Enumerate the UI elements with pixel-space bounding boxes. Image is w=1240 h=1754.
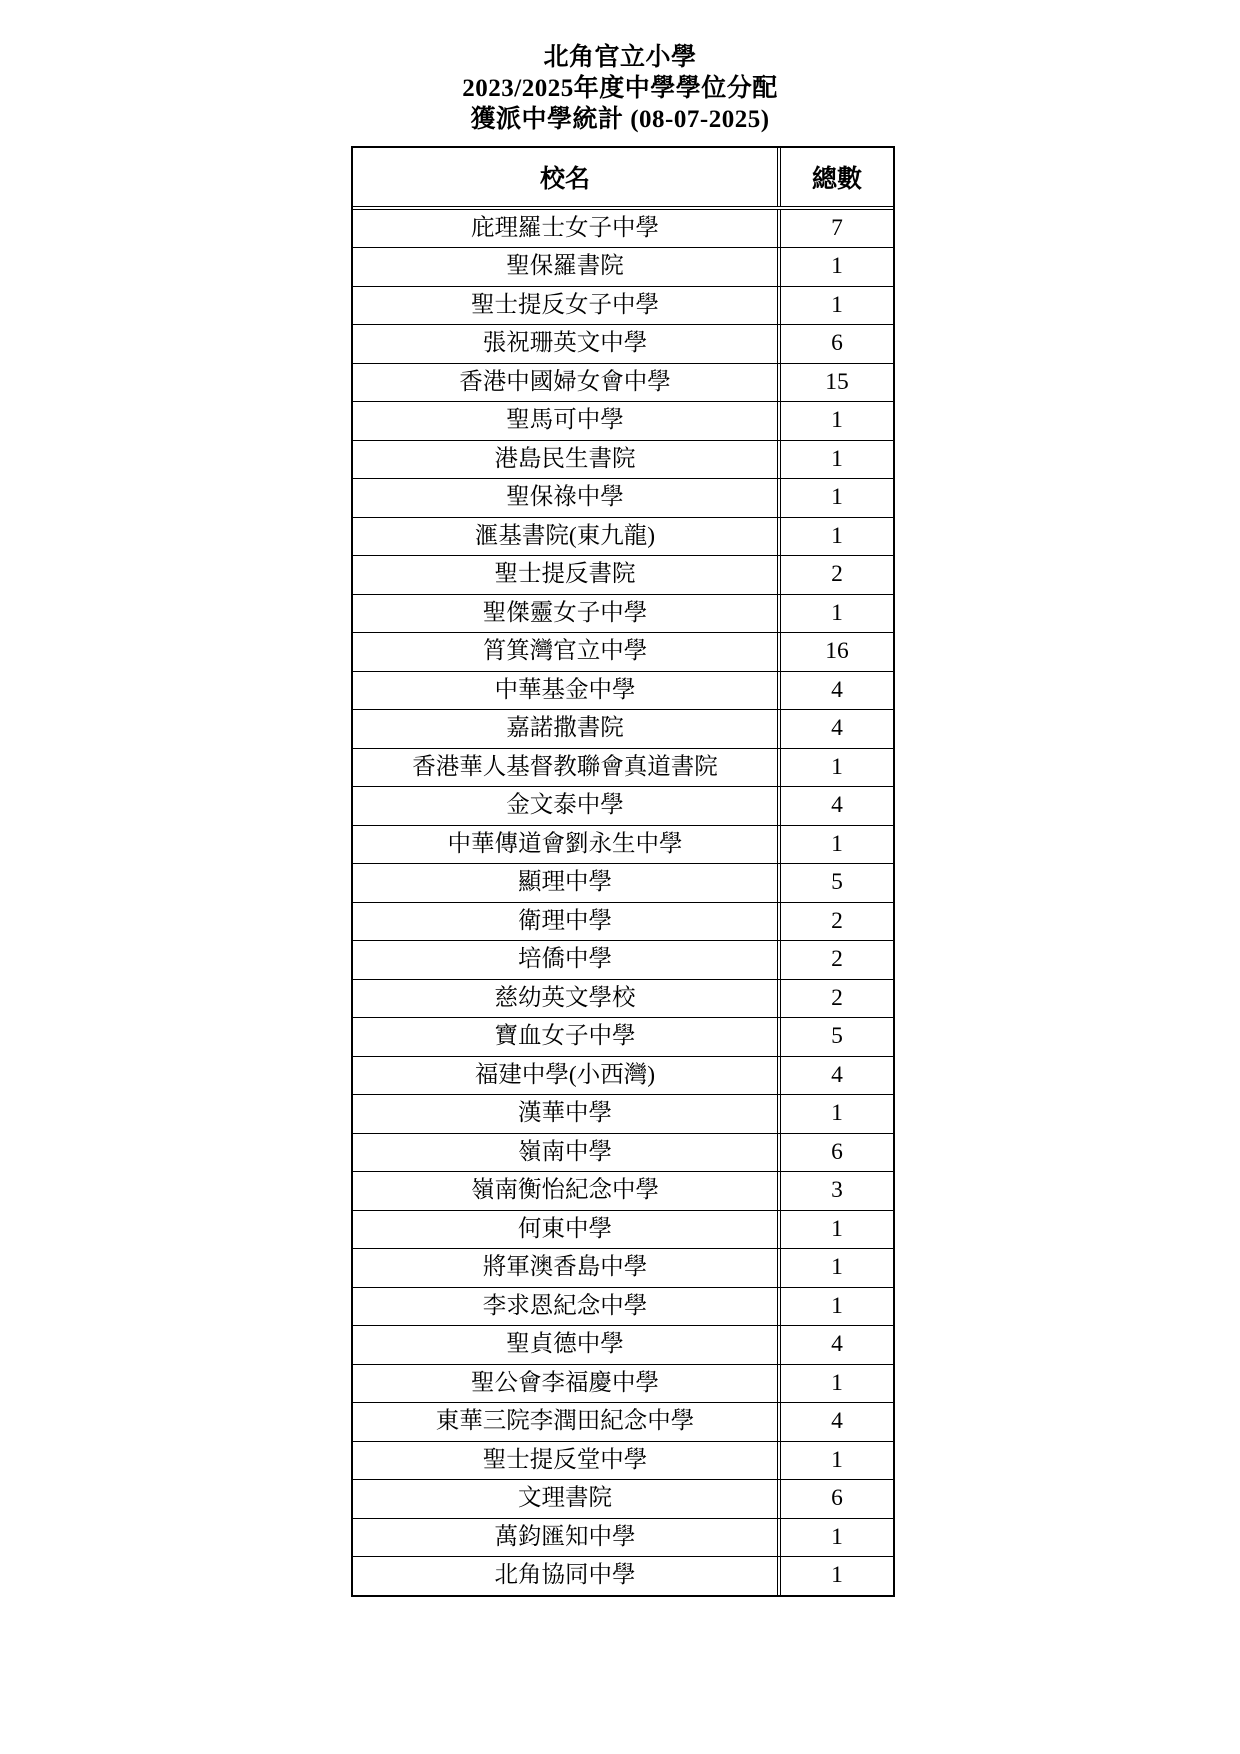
school-name-cell: 聖保羅書院	[353, 248, 781, 286]
school-name-cell: 福建中學(小西灣)	[353, 1057, 781, 1095]
school-name-cell: 聖貞德中學	[353, 1326, 781, 1364]
school-name-cell: 漢華中學	[353, 1095, 781, 1133]
total-count-cell: 4	[831, 715, 843, 741]
table-row	[353, 1518, 893, 1557]
total-count-cell: 1	[831, 1446, 843, 1473]
total-count-cell: 1	[831, 407, 843, 433]
school-name-cell: 慈幼英文學校	[353, 980, 781, 1018]
document-header	[0, 42, 1240, 135]
school-name-cell: 培僑中學	[353, 941, 781, 979]
total-count-cell: 15	[825, 368, 849, 395]
table-row	[353, 1364, 893, 1403]
total-count-cell: 1	[831, 1292, 843, 1319]
school-name-cell: 衛理中學	[353, 903, 781, 941]
document-subtitle: 2023/2025年度中學學位分配	[462, 75, 778, 102]
school-name-cell: 香港華人基督教聯會真道書院	[353, 749, 781, 787]
school-name-cell: 聖公會李福慶中學	[353, 1365, 781, 1403]
school-name-cell: 中華基金中學	[353, 672, 781, 710]
school-name-cell: 李求恩紀念中學	[353, 1288, 781, 1326]
table-row	[353, 1248, 893, 1287]
column-header-school-name: 校名	[353, 148, 781, 206]
table-row	[353, 1441, 893, 1480]
table-row	[353, 671, 893, 710]
table-row	[353, 324, 893, 363]
total-count-cell: 1	[831, 1369, 843, 1396]
table-row	[353, 247, 893, 286]
school-name-cell: 聖傑靈女子中學	[353, 595, 781, 633]
allocation-table	[351, 146, 895, 1597]
table-body	[353, 210, 893, 1595]
school-name-cell: 聖保祿中學	[353, 479, 781, 517]
table-row	[353, 1210, 893, 1249]
total-count-cell: 1	[831, 1523, 843, 1550]
total-count-cell: 1	[831, 445, 843, 472]
total-count-cell: 6	[831, 1138, 843, 1165]
table-row	[353, 825, 893, 864]
table-row	[353, 1171, 893, 1210]
total-count-cell: 1	[831, 1254, 843, 1280]
total-count-cell: 4	[831, 1408, 843, 1434]
school-name-cell: 張祝珊英文中學	[353, 325, 781, 363]
school-name-cell: 聖士提反書院	[353, 556, 781, 594]
school-name-cell: 香港中國婦女會中學	[353, 364, 781, 402]
total-count-cell: 1	[831, 484, 843, 510]
table-row	[353, 440, 893, 479]
table-row	[353, 709, 893, 748]
table-row	[353, 1094, 893, 1133]
school-name-cell: 顯理中學	[353, 864, 781, 902]
school-name-cell: 庇理羅士女子中學	[353, 210, 781, 247]
total-count-cell: 1	[831, 830, 843, 857]
table-row	[353, 401, 893, 440]
table-row	[353, 478, 893, 517]
total-count-cell: 1	[831, 753, 843, 780]
table-row	[353, 940, 893, 979]
school-name-cell: 嘉諾撒書院	[353, 710, 781, 748]
table-row	[353, 1556, 893, 1595]
column-header-total: 總數	[811, 166, 862, 193]
table-row	[353, 1287, 893, 1326]
table-row	[353, 863, 893, 902]
total-count-cell: 7	[831, 214, 843, 241]
total-count-cell: 4	[831, 676, 843, 703]
total-count-cell: 4	[831, 1061, 843, 1088]
table-row	[353, 517, 893, 556]
table-row	[353, 748, 893, 787]
school-name-cell: 萬鈞匯知中學	[353, 1519, 781, 1557]
table-row	[353, 1017, 893, 1056]
table-row	[353, 1402, 893, 1441]
school-name-cell: 滙基書院(東九龍)	[353, 518, 781, 556]
total-count-cell: 5	[831, 1023, 843, 1049]
school-name-cell: 聖馬可中學	[353, 402, 781, 440]
total-count-cell: 2	[831, 984, 843, 1011]
table-row	[353, 632, 893, 671]
total-count-cell: 1	[831, 253, 843, 279]
table-row	[353, 1133, 893, 1172]
school-name-cell: 筲箕灣官立中學	[353, 633, 781, 671]
school-name-cell: 北角協同中學	[353, 1557, 781, 1595]
total-count-cell: 2	[831, 946, 843, 972]
table-row	[353, 979, 893, 1018]
school-name-cell: 嶺南衡怡紀念中學	[353, 1172, 781, 1210]
table-row	[353, 286, 893, 325]
school-name-cell: 何東中學	[353, 1211, 781, 1249]
table-row	[353, 555, 893, 594]
total-count-cell: 3	[831, 1177, 843, 1203]
total-count-cell: 1	[831, 1100, 843, 1126]
school-name-cell: 港島民生書院	[353, 441, 781, 479]
table-row	[353, 594, 893, 633]
total-count-cell: 2	[831, 907, 843, 934]
school-name: 北角官立小學	[543, 44, 697, 71]
table-row	[353, 1056, 893, 1095]
table-row	[353, 363, 893, 402]
total-count-cell: 16	[825, 638, 849, 664]
total-count-cell: 6	[831, 1485, 843, 1511]
total-count-cell: 4	[831, 792, 843, 818]
school-name-cell: 文理書院	[353, 1480, 781, 1518]
total-count-cell: 4	[831, 1331, 843, 1357]
total-count-cell: 6	[831, 330, 843, 356]
table-row	[353, 786, 893, 825]
school-name-cell: 寶血女子中學	[353, 1018, 781, 1056]
table-header	[353, 148, 893, 210]
school-name-cell: 將軍澳香島中學	[353, 1249, 781, 1287]
total-count-cell: 1	[831, 1215, 843, 1242]
school-name-cell: 聖士提反女子中學	[353, 287, 781, 325]
school-name-cell: 嶺南中學	[353, 1134, 781, 1172]
table-row	[353, 902, 893, 941]
total-count-cell: 1	[831, 1562, 843, 1588]
table-row	[353, 1325, 893, 1364]
total-count-cell: 1	[831, 291, 843, 318]
total-count-cell: 1	[831, 522, 843, 549]
report-title: 獲派中學統計 (08-07-2025)	[470, 106, 770, 133]
total-count-cell: 5	[831, 869, 843, 895]
school-name-cell: 聖士提反堂中學	[353, 1442, 781, 1480]
school-name-cell: 東華三院李潤田紀念中學	[353, 1403, 781, 1441]
total-count-cell: 1	[831, 599, 843, 626]
total-count-cell: 2	[831, 561, 843, 587]
school-name-cell: 中華傳道會劉永生中學	[353, 826, 781, 864]
table-row	[353, 1479, 893, 1518]
table-row	[353, 210, 893, 247]
school-name-cell: 金文泰中學	[353, 787, 781, 825]
